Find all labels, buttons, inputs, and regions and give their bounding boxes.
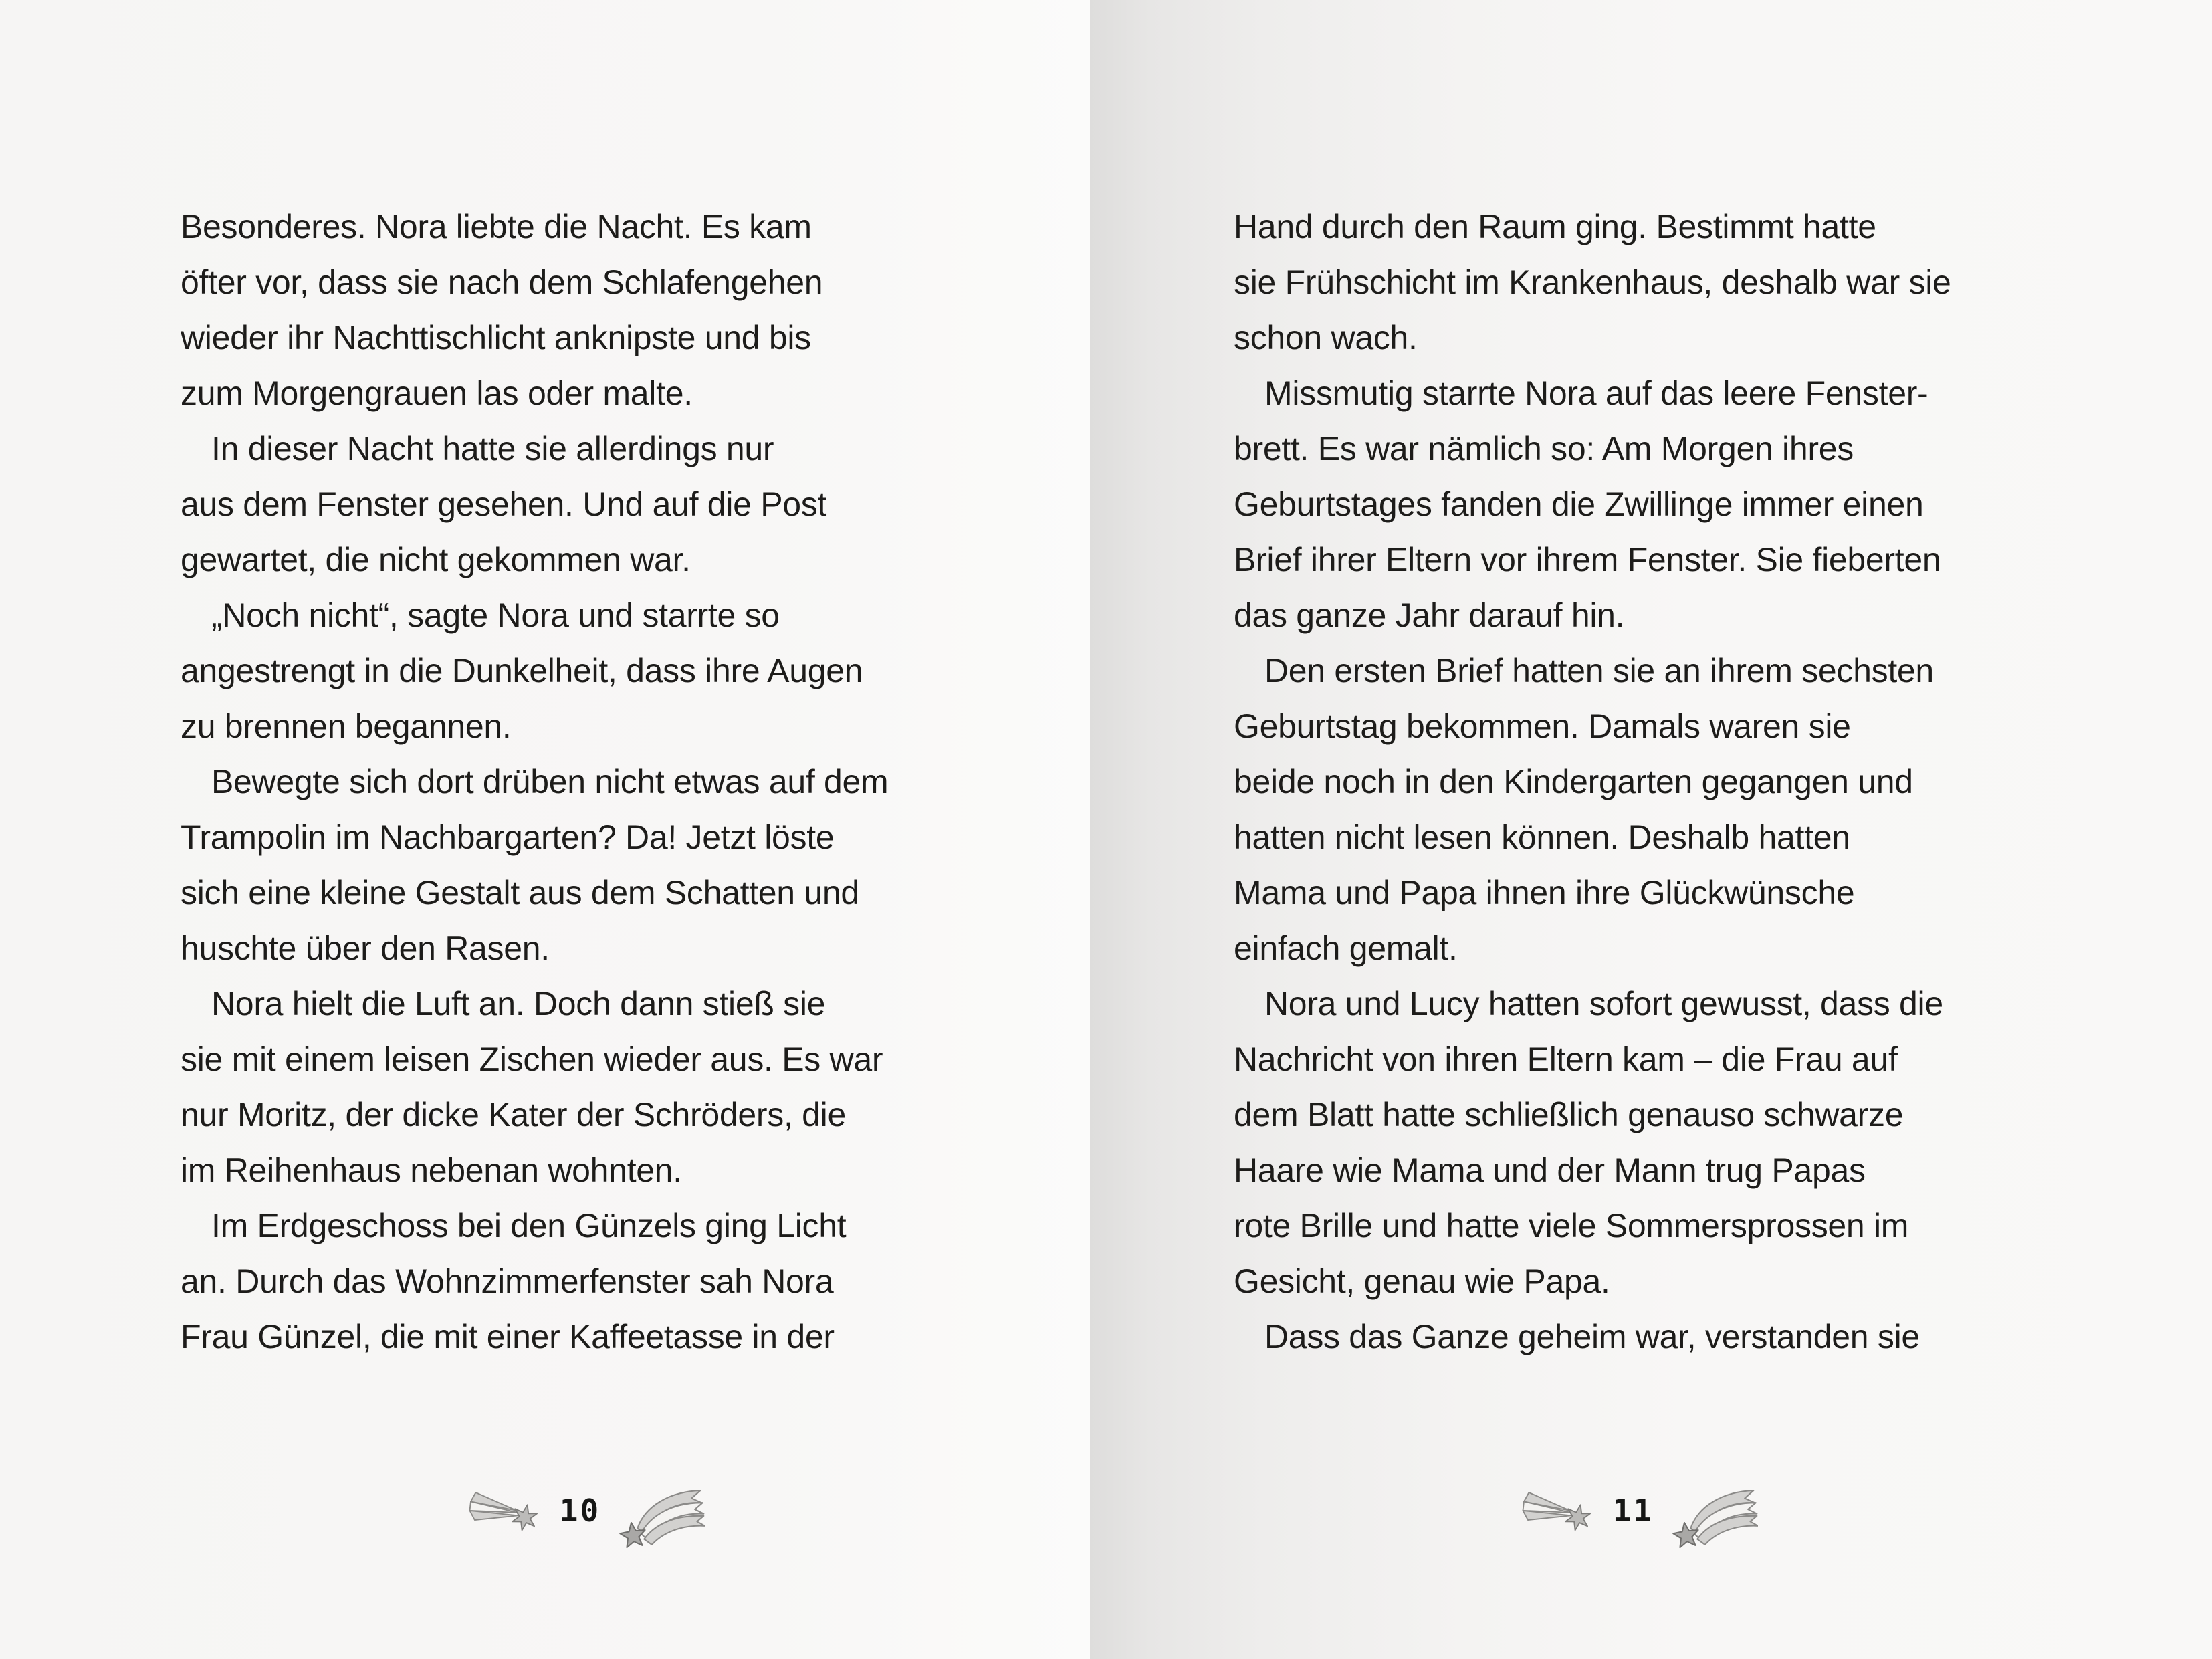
page-right-text	[1234, 199, 2046, 1365]
page-left	[0, 0, 1090, 1659]
text-line: rote Brille und hatte viele Sommersprossen im	[1234, 1207, 1909, 1244]
text-line: In dieser Nacht hatte sie allerdings nur	[211, 430, 774, 467]
text-line: im Reihenhaus nebenan wohnten.	[181, 1151, 682, 1189]
page-right	[1090, 0, 2212, 1659]
text-line: Den ersten Brief hatten sie an ihrem sechsten	[1264, 652, 1934, 689]
text-line: Mama und Papa ihnen ihre Glückwünsche	[1234, 874, 1855, 911]
text-line: schon wach.	[1234, 319, 1418, 356]
text-line: Geburtstag bekommen. Damals waren sie	[1234, 707, 1851, 745]
page-right-footer	[1234, 1462, 2046, 1562]
text-line: Trampolin im Nachbargarten? Da! Jetzt löste	[181, 818, 835, 856]
text-line: nur Moritz, der dicke Kater der Schröders, die	[181, 1096, 846, 1133]
text-line: sich eine kleine Gestalt aus dem Schatten und	[181, 874, 859, 911]
text-line: Nora hielt die Luft an. Doch dann stieß sie	[211, 985, 826, 1022]
text-line: Haare wie Mama und der Mann trug Papas	[1234, 1151, 1866, 1189]
text-line: Nachricht von ihren Eltern kam – die Frau auf	[1234, 1040, 1898, 1078]
page-number-right: 11	[1612, 1492, 1654, 1529]
text-line: Nora und Lucy hatten sofort gewusst, dass die	[1264, 985, 1943, 1022]
page-left-footer	[181, 1462, 993, 1562]
text-line: Bewegte sich dort drüben nicht etwas auf dem	[211, 763, 889, 800]
text-line: öfter vor, dass sie nach dem Schlafengehen	[181, 263, 823, 301]
text-line: brett. Es war nämlich so: Am Morgen ihres	[1234, 430, 1854, 467]
text-line: wieder ihr Nachttischlicht anknipste und bis	[181, 319, 811, 356]
page-number-left: 10	[559, 1492, 601, 1529]
text-line: angestrengt in die Dunkelheit, dass ihre Augen	[181, 652, 863, 689]
shooting-star-right-icon	[617, 1487, 705, 1551]
text-line: Besonderes. Nora liebte die Nacht. Es kam	[181, 208, 812, 245]
text-line: Geburtstages fanden die Zwillinge immer einen	[1234, 485, 1924, 523]
text-line: Gesicht, genau wie Papa.	[1234, 1262, 1610, 1300]
text-line: Dass das Ganze geheim war, verstanden sie	[1264, 1318, 1920, 1355]
text-line: sie mit einem leisen Zischen wieder aus. Es war	[181, 1040, 883, 1078]
text-line: Im Erdgeschoss bei den Günzels ging Licht	[211, 1207, 847, 1244]
text-line: huschte über den Rasen.	[181, 929, 550, 967]
text-line: das ganze Jahr darauf hin.	[1234, 596, 1625, 634]
text-line: zum Morgengrauen las oder malte.	[181, 374, 693, 412]
text-line: aus dem Fenster gesehen. Und auf die Post	[181, 485, 827, 523]
page-left-text	[181, 199, 993, 1365]
text-line: Frau Günzel, die mit einer Kaffeetasse in der	[181, 1318, 835, 1355]
text-line: zu brennen begannen.	[181, 707, 512, 745]
text-line: Missmutig starrte Nora auf das leere Fenster-	[1264, 374, 1928, 412]
text-line: dem Blatt hatte schließlich genauso schwarze	[1234, 1096, 1904, 1133]
text-line: „Noch nicht“, sagte Nora und starrte so	[211, 596, 780, 634]
text-line: einfach gemalt.	[1234, 929, 1458, 967]
text-line: beide noch in den Kindergarten gegangen und	[1234, 763, 1913, 800]
shooting-star-left-icon	[469, 1488, 544, 1536]
shooting-star-left-icon	[1522, 1488, 1597, 1536]
text-line: hatten nicht lesen können. Deshalb hatten	[1234, 818, 1850, 856]
shooting-star-right-icon	[1670, 1487, 1758, 1551]
text-line: sie Frühschicht im Krankenhaus, deshalb war sie	[1234, 263, 1951, 301]
text-line: Brief ihrer Eltern vor ihrem Fenster. Sie fieberten	[1234, 541, 1941, 578]
text-line: gewartet, die nicht gekommen war.	[181, 541, 691, 578]
text-line: an. Durch das Wohnzimmerfenster sah Nora	[181, 1262, 834, 1300]
text-line: Hand durch den Raum ging. Bestimmt hatte	[1234, 208, 1876, 245]
